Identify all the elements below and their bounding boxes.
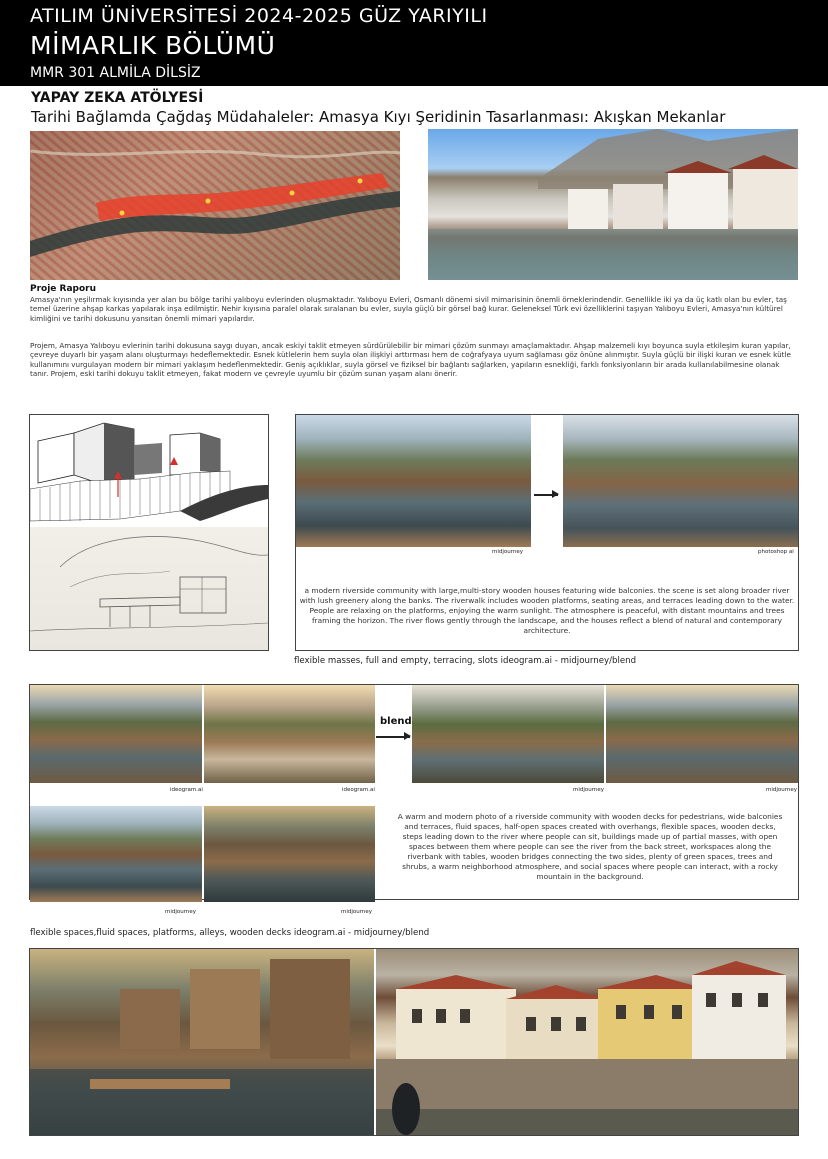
caption-midjourney: midjourney xyxy=(492,549,524,555)
note-section-1: flexible masses, full and empty, terracing, slots ideogram.ai - midjourney/blend xyxy=(294,656,637,666)
course-student: MMR 301 ALMİLA DİLSİZ xyxy=(30,65,201,81)
midjourney-render-2 xyxy=(30,806,202,902)
photoshop-ai-render-1 xyxy=(563,415,798,547)
midjourney-blend-2 xyxy=(606,685,798,783)
caption-ideogram-1: ideogram.ai xyxy=(170,787,203,793)
report-heading: Proje Raporu xyxy=(30,284,97,294)
midjourney-blend-1 xyxy=(412,685,604,783)
prompt-text-2: A warm and modern photo of a riverside community with wooden decks for pedestrians, wide balconies and terraces, fluid spaces, half-open spaces created with overhangs, flexible spaces, wooden decks, steps leading down to the river where people can sit, buildings made up of partial masses, with open spaces between them where people can see the river from the back street, workspaces along the riverbank with tables, wooden bridges connecting the two sides, plenty of green spaces, trees and shrubs, a warm neighborhood atmosphere, and social spaces where people can interact, with a rocky mountain in the background. xyxy=(397,812,783,881)
caption-midjourney-3: midjourney xyxy=(766,787,798,793)
midjourney-render-1 xyxy=(296,415,531,547)
caption-midjourney-5: midjourney xyxy=(341,909,373,915)
final-render-image xyxy=(30,949,374,1135)
report-paragraph-1: Amasya'nın yeşilırmak kıyısında yer alan bu bölge tarihi yalıboyu evlerinden oluşmaktadır. Yalıboyu Evleri, Osmanlı dönemi sivil mimarisinin önemli örneklerindendir. Genellikle iki ya da üç katlı olan bu evler, taş temel üzerine ahşap karkas yapılarak inşa edilmiştir. Nehir kıyısına paralel olarak sıralanan bu evler, suyla güçlü bir görsel bağ kurar. Geleneksel Türk evi özelliklerini taşıyan Yalıboyu Evleri, Amasya'nın kültürel kimliğini ve tarihi dokusunu yansıtan önemli mimari yapılardır. xyxy=(30,295,787,323)
caption-photoshop-ai: photoshop ai xyxy=(758,549,794,555)
note-section-2: flexible spaces,fluid spaces, platforms, alleys, wooden decks ideogram.ai - midjourney/blend xyxy=(30,928,430,938)
historic-houses-shapes xyxy=(376,949,798,1135)
midjourney-render-3 xyxy=(204,806,375,902)
caption-midjourney-2: midjourney xyxy=(573,787,605,793)
diagram-panel xyxy=(29,414,269,651)
project-subtitle: Tarihi Bağlamda Çağdaş Müdahaleler: Amasya Kıyı Şeridinin Tasarlanması: Akışkan Mekanlar xyxy=(31,108,726,126)
poster-header xyxy=(0,0,828,86)
amasya-riverside-photo xyxy=(428,129,798,280)
amasya-photo-shapes xyxy=(428,129,798,280)
mass-diagram xyxy=(30,415,268,525)
caption-midjourney-4: midjourney xyxy=(165,909,197,915)
sketch-lines xyxy=(30,527,268,650)
arrow-icon xyxy=(534,494,558,496)
department-title: MİMARLIK BÖLÜMÜ xyxy=(30,31,276,60)
workshop-title: YAPAY ZEKA ATÖLYESİ xyxy=(31,90,204,106)
site-map-overlay xyxy=(30,131,400,280)
site-map-image xyxy=(30,131,400,280)
caption-ideogram-2: ideogram.ai xyxy=(342,787,375,793)
prompt-text-1: a modern riverside community with large,multi-story wooden houses featuring wide balconies. the scene is set along broader river with lush greenery along the banks. The riverwalk includes wooden platforms, seating areas, and terraces leading down to the water. People are relaxing on the platforms, enjoying the warm sunlight. The atmosphere is peaceful, with distant mountains and trees framing the horizon. The river flows gently through the landscape, and the houses reflect a blend of natural and contemporary architecture. xyxy=(299,586,795,635)
report-paragraph-2: Projem, Amasya Yalıboyu evlerinin tarihi dokusuna saygı duyan, ancak eskiyi taklit etmeyen sürdürülebilir bir mimari çözüm sunmayı amaçlamaktadır. Ahşap malzemeli kıyı boyunca suyla etkileşim kuran yapılar, çevreye duyarlı bir yaşam alanı oluşturmayı hedeflemektedir. Esnek kütlelerin hem suyla olan ilişkiyi arttırması hem de coğrafyaya uyum sağlaması göz önüne alınmıştır. Suyla güçlü bir ilişki kuran ve esnek kütle kullanımını vurgulayan modern bir mimari yaklaşım hedeflenmektedir. Geniş açıklıklar, suyla görsel ve fiziksel bir bağlantı sağlarken, yapıların esnekliği, farklı fonksiyonların bir arada kullanılabilmesine olanak tanır. Projem, eski tarihi dokuyu taklit etmeyen, fakat modern ve çevreyle uyumlu bir çözüm sunan yaşam alanı önerir. xyxy=(30,341,791,378)
hand-sketch-image xyxy=(30,527,268,650)
arrow-icon xyxy=(376,736,410,738)
university-title: ATILIM ÜNİVERSİTESİ 2024-2025 GÜZ YARIYILI xyxy=(30,5,488,27)
historic-houses-photo xyxy=(376,949,798,1135)
blend-label: blend xyxy=(380,716,412,727)
ideogram-render-1 xyxy=(30,685,202,783)
final-render-shapes xyxy=(30,949,374,1135)
ideogram-render-2 xyxy=(204,685,375,783)
